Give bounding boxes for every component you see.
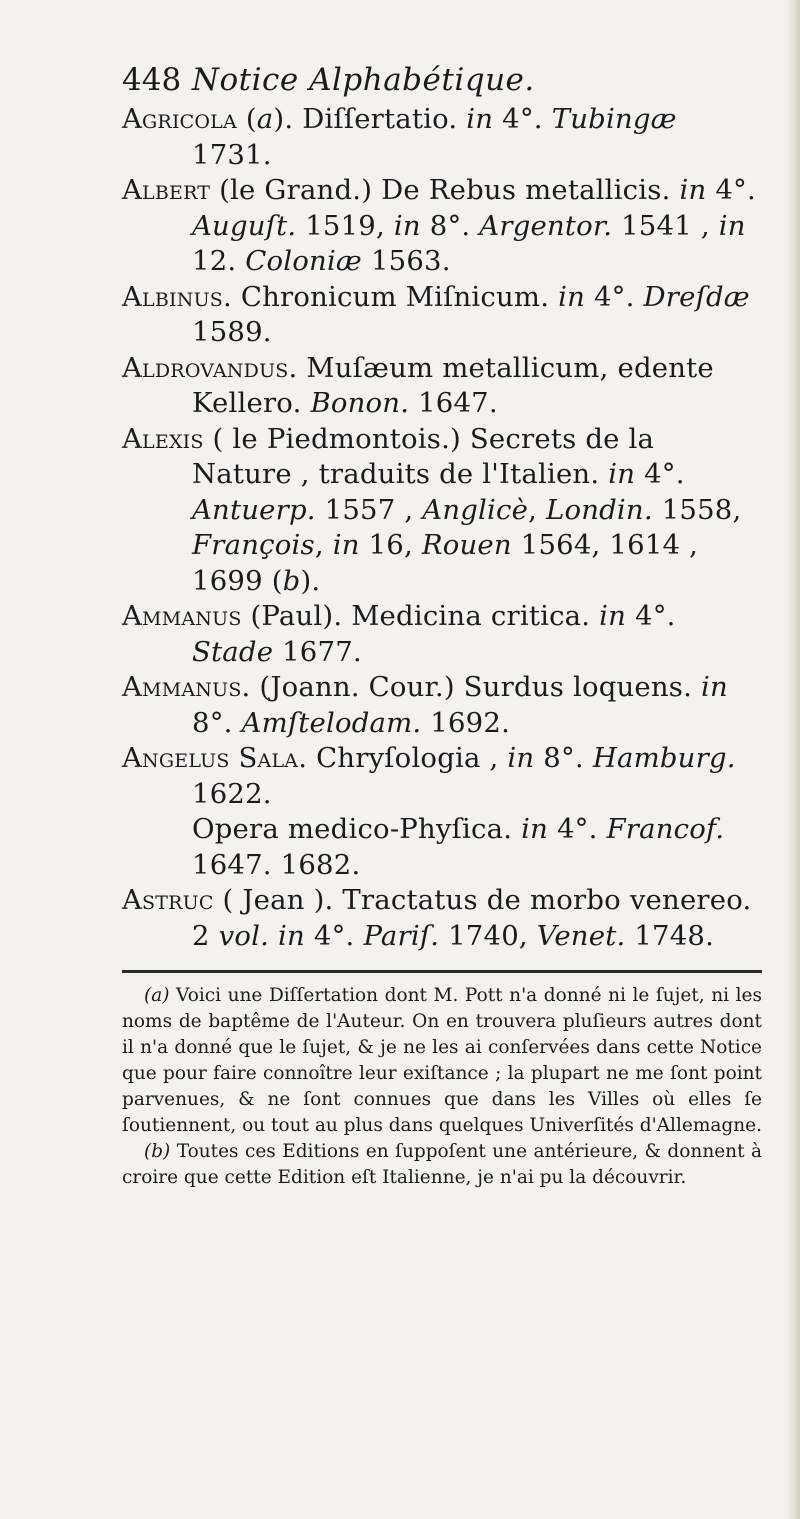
entry-place: Anglicè <box>422 493 529 526</box>
entry-author: Alexis <box>122 422 204 455</box>
entry-text: ( <box>236 103 257 135</box>
bibliography-entry <box>122 173 762 280</box>
entry-text: 4°. <box>493 103 552 135</box>
entry-text: 16, <box>359 529 422 561</box>
entry-text: 1740, <box>439 919 537 952</box>
bibliography-entry <box>122 883 762 954</box>
entry-text: in <box>558 280 586 313</box>
entry-text: 1557 , <box>315 493 423 526</box>
entry-author: Aldrovandus <box>122 351 289 384</box>
entry-text: Opera medico-Phyſica. <box>192 813 522 845</box>
entry-text: vol. <box>218 919 270 952</box>
entry-place: Tubingæ <box>551 103 677 135</box>
entry-text: 1622. <box>192 777 272 810</box>
entry-text: 1692. <box>421 706 511 739</box>
entry-place: Auguſt. <box>192 209 297 242</box>
entry-place: Hamburg. <box>592 742 736 774</box>
bibliography-entry <box>122 741 762 812</box>
entry-text: ( Jean ). Tractatus de morbo venereo. 2 <box>192 884 752 952</box>
entry-place: Dreſdæ <box>643 280 750 313</box>
entry-text: 1647. <box>409 387 498 419</box>
entry-text: in <box>507 742 535 774</box>
entry-text: 1677. <box>273 635 362 668</box>
entry-author: Ammanus <box>122 600 242 632</box>
entry-text: . Chryſologia , <box>298 742 508 774</box>
entry-text: (le Grand.) De Rebus metallicis. <box>210 174 680 206</box>
entry-text: ). Diſſertatio. <box>273 103 467 135</box>
entry-text: (Paul). Medicina critica. <box>241 600 600 632</box>
entry-place: Stade <box>192 635 274 668</box>
footnote <box>122 983 762 1139</box>
entry-text: . Muſæum metallicum, edente Kellero. <box>192 351 714 419</box>
entry-text: 4°. <box>548 813 607 845</box>
footnote-text: Voici une Diſſertation dont M. Pott n'a donné ni le ſujet, ni les noms de baptême de l'Auteur. On en trouvera pluſieurs autres dont il n'a donné que le ſujet, & je ne les ai conſervées dans cette Notice que pour faire connoître leur exiſtance ; la plupart ne me ſont point parvenues, & ne ſont connues que dans les Villes où elles ſe ſoutiennent, ou tout au plus dans quelques Univerſités d'Allemagne. <box>122 985 762 1136</box>
entry-text: in <box>599 600 627 632</box>
entry-text: 8°. <box>420 209 480 242</box>
entry-text: in <box>679 174 707 206</box>
entry-text: ). <box>300 564 321 597</box>
entry-text: 1519, <box>296 209 394 242</box>
entry-author: Ammanus <box>122 671 242 703</box>
entry-text: in <box>701 671 728 703</box>
footnote <box>122 1139 762 1191</box>
entry-place: Argentor. <box>479 209 613 242</box>
entry-text: , <box>528 493 546 526</box>
entry-text: b <box>282 564 301 597</box>
entry-author: Albert <box>122 174 211 206</box>
page-number: 448 <box>122 62 182 98</box>
footnote-rule <box>122 970 762 973</box>
entry-place: Coloniæ <box>245 245 362 277</box>
entry-text: a <box>256 103 274 135</box>
footnote-mark: (a) <box>144 985 170 1006</box>
entry-author: Albinus <box>122 280 223 313</box>
entry-text: 1564, 1614 , 1699 ( <box>192 529 699 597</box>
footnote-mark: (b) <box>144 1141 171 1162</box>
entry-text: 1589. <box>192 316 272 348</box>
entry-text: in <box>718 209 746 242</box>
entry-place: Londin. <box>546 493 653 526</box>
entry-place: Bonon. <box>310 387 410 419</box>
bibliography-entry <box>122 102 762 173</box>
entry-place: Francof. <box>606 813 725 845</box>
entry-author: Agricola <box>122 103 237 135</box>
entry-text: 12. <box>192 245 246 277</box>
entry-author: Astruc <box>122 884 214 916</box>
entry-text: 4°. <box>626 600 676 632</box>
entry-text: in <box>521 813 549 845</box>
entry-text: 1541 , <box>612 209 719 242</box>
running-title: Notice Alphabétique. <box>191 62 535 98</box>
entry-text: 8°. <box>192 706 242 739</box>
entry-place: Antuerp. <box>192 493 316 526</box>
entry-text: in <box>608 458 636 490</box>
entry-place: Amſtelodam. <box>241 706 422 739</box>
entry-text: . (Joann. Cour.) Surdus loquens. <box>241 671 701 703</box>
bibliography-entry <box>122 422 762 600</box>
bibliography-entry <box>122 812 762 883</box>
entry-text: . Chronicum Miſnicum. <box>223 280 559 313</box>
entry-text: in <box>393 209 421 242</box>
entry-text: 1563. <box>362 245 451 277</box>
entry-text: 8°. <box>534 742 593 774</box>
entry-author: Angelus Sala <box>122 742 299 774</box>
entry-text: in <box>278 919 305 952</box>
entry-text <box>269 920 278 952</box>
entry-text: ( le Piedmontois.) Secrets de la Nature , traduits de l'Italien. <box>192 422 655 490</box>
entry-text: 4°. <box>635 458 685 490</box>
bibliography-entries <box>122 102 762 954</box>
book-page <box>122 60 762 1191</box>
bibliography-entry <box>122 670 762 741</box>
entry-text: 4°. <box>304 919 364 952</box>
footnotes <box>122 983 762 1191</box>
entry-text: 1647. 1682. <box>192 848 361 881</box>
entry-text: 4°. <box>706 174 756 206</box>
entry-place: Pariſ. <box>363 919 440 952</box>
entry-place: Venet. <box>536 919 626 952</box>
footnote-text: Toutes ces Editions en ſuppoſent une antérieure, & donnent à croire que cette Edition eſt Italienne, je n'ai pu la découvrir. <box>122 1141 762 1188</box>
page-edge <box>786 0 800 1519</box>
bibliography-entry <box>122 280 762 351</box>
bibliography-entry <box>122 599 762 670</box>
entry-text: , <box>314 529 333 561</box>
bibliography-entry <box>122 351 762 422</box>
entry-text: in <box>332 529 360 561</box>
page-header <box>122 60 762 100</box>
entry-text: 1558, <box>652 493 742 526</box>
entry-text: 1731. <box>192 138 272 171</box>
entry-place: François <box>192 529 315 561</box>
entry-text: 1748. <box>625 919 715 952</box>
entry-text: 4°. <box>585 280 644 313</box>
entry-place: Rouen <box>421 529 512 561</box>
entry-text: in <box>466 103 494 135</box>
